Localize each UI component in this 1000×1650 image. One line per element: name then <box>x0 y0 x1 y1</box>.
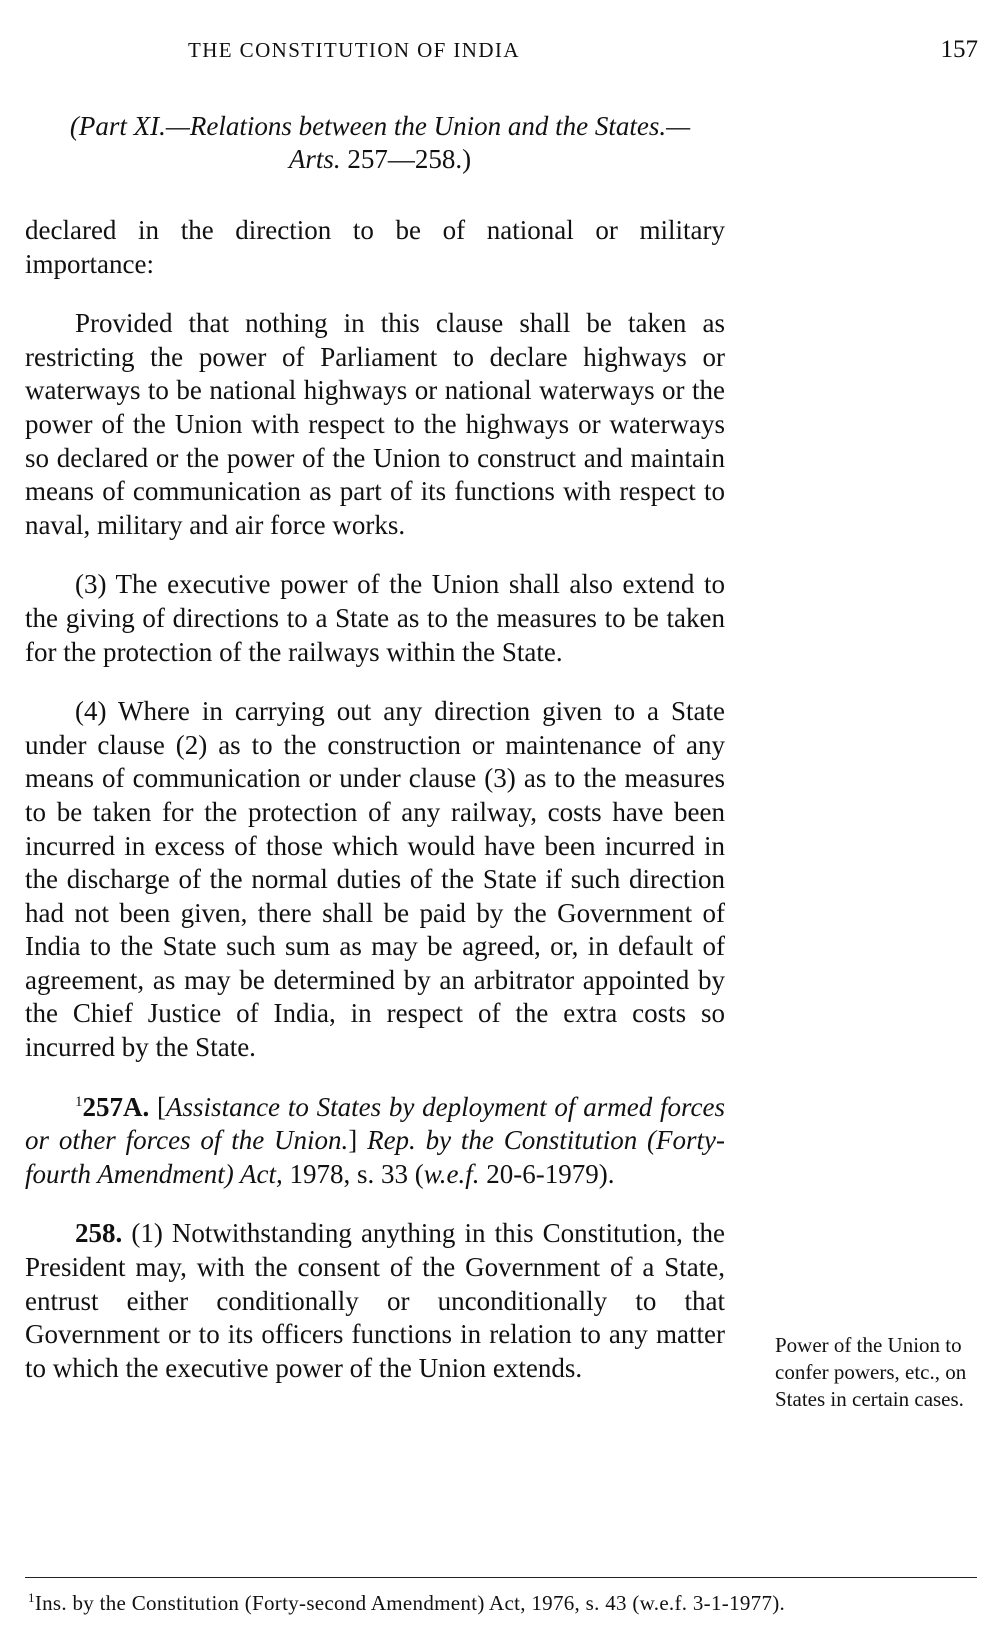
article-258-paragraph <box>25 1217 725 1385</box>
footnote <box>28 1591 978 1616</box>
article-257a-title: Assistance to States by deployment of armed forces or other forces of the Union. <box>25 1091 725 1156</box>
article-258-number: 258. <box>75 1218 123 1249</box>
part-heading-arts-label: Arts. <box>288 144 341 174</box>
part-heading-line1: (Part XI.—Relations between the Union and the States.— <box>69 111 691 141</box>
footnote-number: 1 <box>28 1590 35 1605</box>
marginal-note-article-258: Power of the Union to confer powers, etc., on States in certain cases. <box>775 1333 967 1411</box>
clause-3-paragraph: (3) The executive power of the Union shall also extend to the giving of directions to a State as to the measures to be taken for the protection of the railways within the State. <box>25 569 725 667</box>
page-number: 157 <box>940 36 978 63</box>
bracket-close: ] <box>348 1125 368 1156</box>
article-257a-date: 20-6-1979). <box>479 1158 615 1189</box>
bracket-open: [ <box>149 1091 167 1122</box>
article-258-text: (1) Notwithstanding anything in this Constitution, the President may, with the consent of the Government of a State, entrust either conditionally or unconditionally to that Government or to its officers functions in relation to any matter to which the executive power of the Union extends. <box>25 1218 725 1383</box>
article-257a-wef: w.e.f. <box>423 1158 480 1189</box>
footnote-divider <box>25 1577 977 1578</box>
part-heading <box>20 110 740 176</box>
footnote-marker: 1 <box>75 1093 83 1110</box>
body-column <box>25 214 725 1385</box>
proviso-paragraph: Provided that nothing in this clause shall be taken as restricting the power of Parliament to declare highways or waterways to be national highways or national waterways or the power of the Union with respect to the highways or waterways so declared or the power of the Union to construct and maintain means of communication as part of its functions with respect to naval, military and air force works. <box>25 308 725 540</box>
footnote-text: Ins. by the Constitution (Forty-second Amendment) Act, 1976, s. 43 (w.e.f. 3-1-1977). <box>34 1591 786 1615</box>
part-heading-arts-range: 257—258.) <box>347 144 472 174</box>
clause-4-paragraph: (4) Where in carrying out any direction given to a State under clause (2) as to the construction or maintenance of any means of communication or under clause (3) as to the measures to be taken for the protection of any railway, costs have been incurred in excess of those which would have been incurred in the discharge of the normal duties of the State if such direction had not been given, there shall be paid by the Government of India to the State such sum as may be agreed, or, in default of agreement, as may be determined by an arbitrator appointed by the Chief Justice of India, in respect of the extra costs so incurred by the State. <box>25 696 725 1063</box>
continuation-paragraph: declared in the direction to be of national or military importance: <box>25 215 725 279</box>
article-257a-repeal: Rep. by the Constitution (Forty-fourth Amendment) Act, <box>25 1125 726 1189</box>
article-257a-year-section: 1978, s. 33 ( <box>282 1158 424 1189</box>
article-257a-paragraph <box>25 1091 725 1192</box>
running-title: THE CONSTITUTION OF INDIA <box>188 38 520 62</box>
article-257a-number: 257A. <box>82 1091 150 1122</box>
